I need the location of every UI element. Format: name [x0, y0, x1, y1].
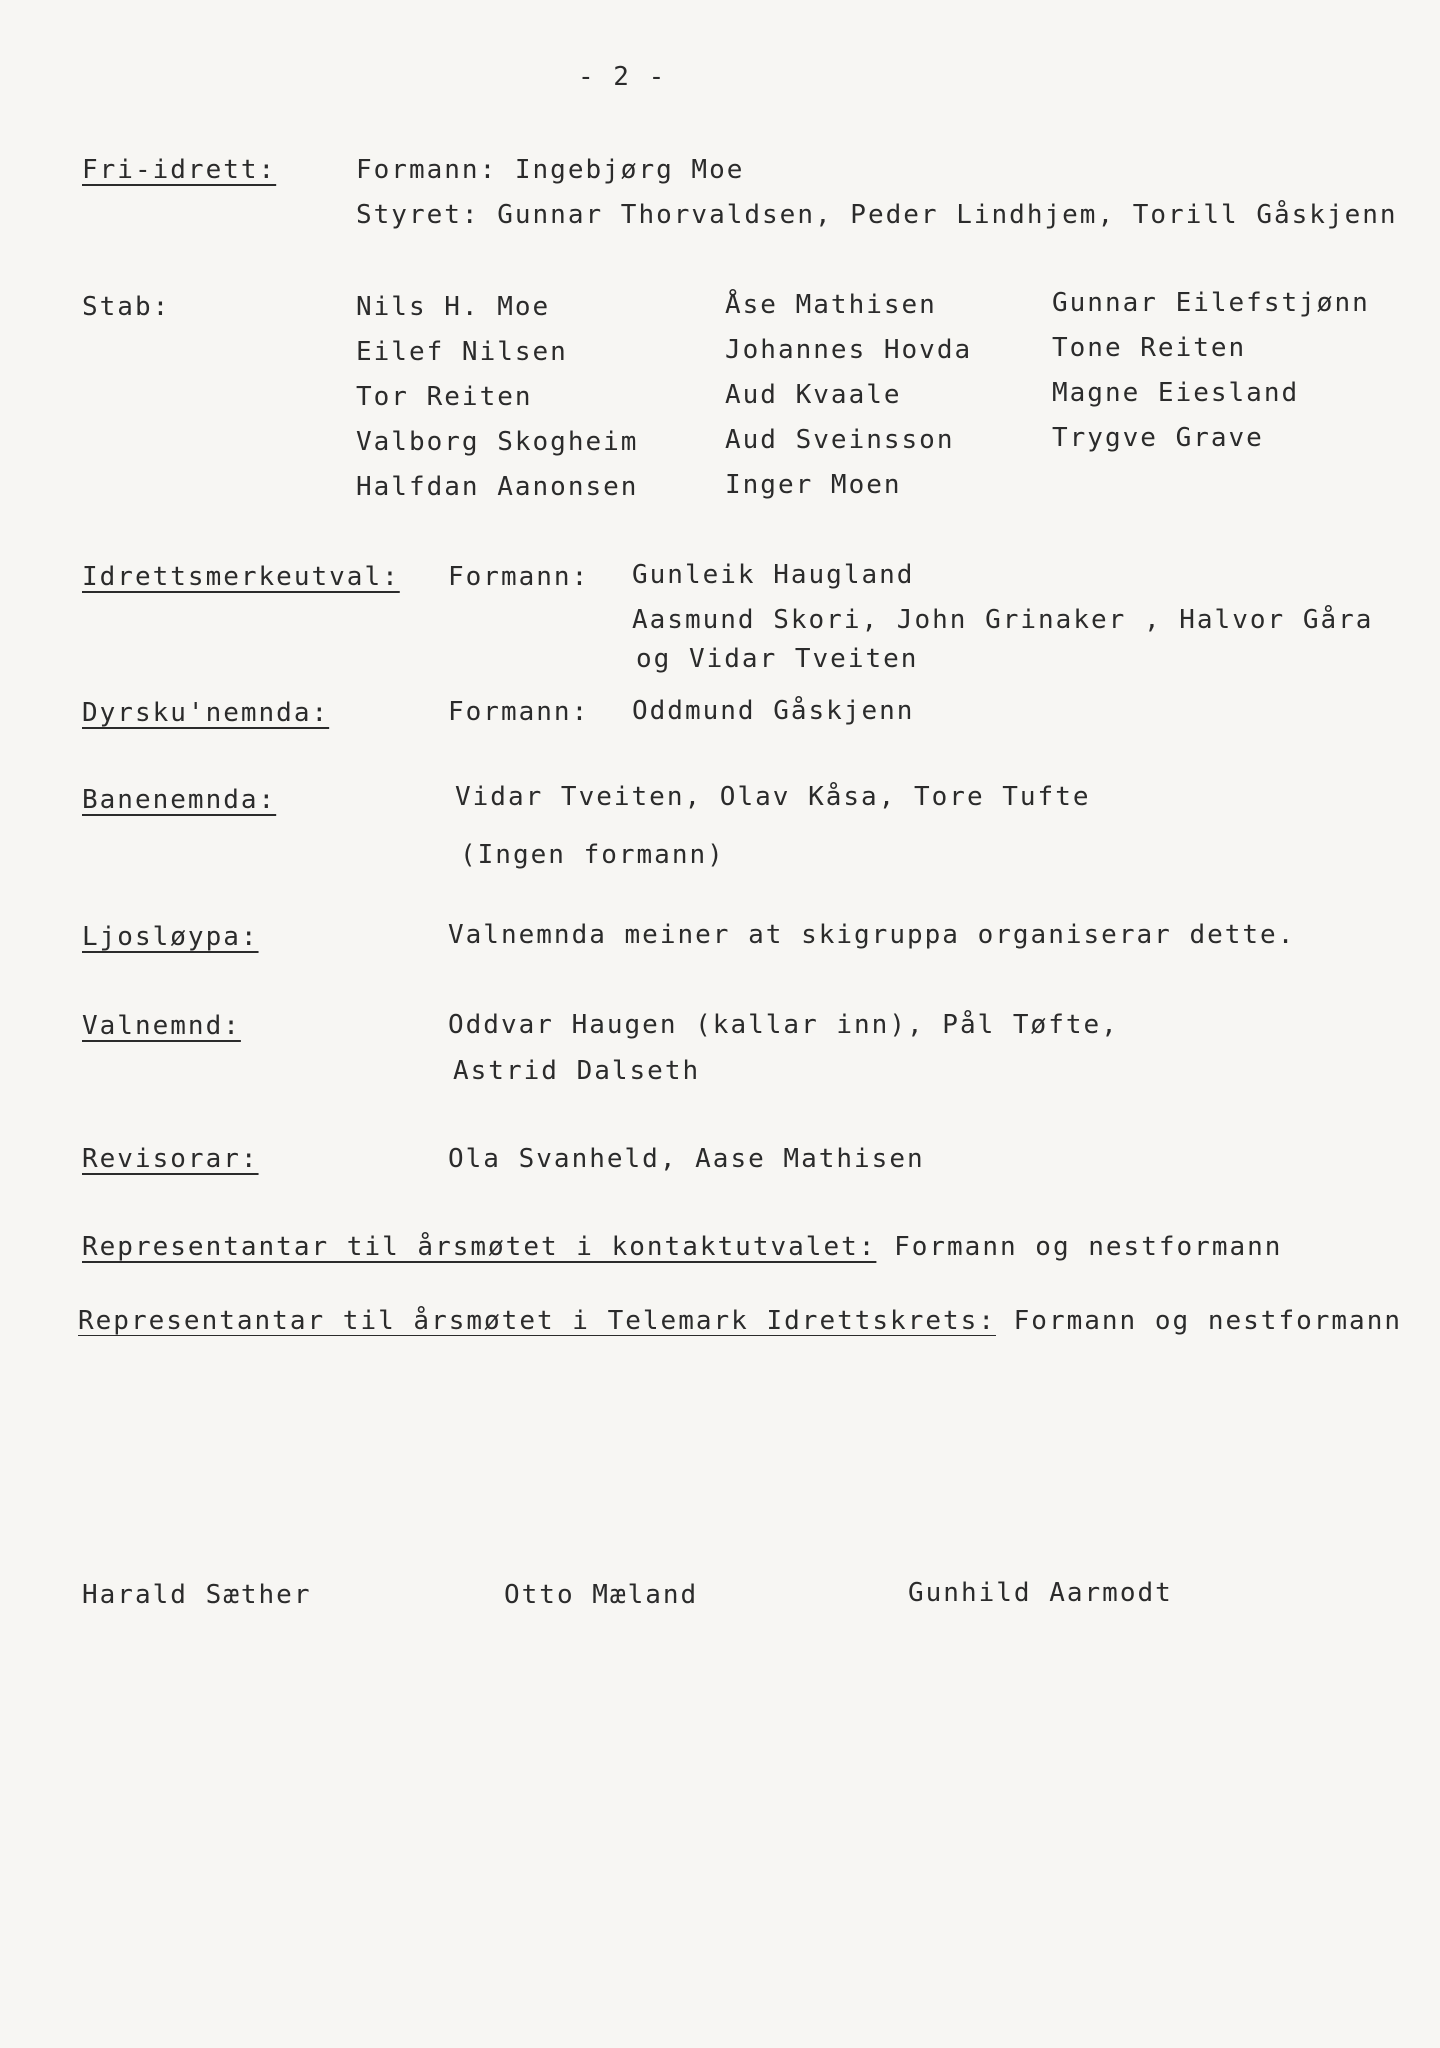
valnemnd-line1: Oddvar Haugen (kallar inn), Pål Tøfte, — [448, 1010, 1119, 1040]
valnemnd-label: Valnemnd: — [82, 1011, 241, 1041]
fri-idrett-styret: Styret: Gunnar Thorvaldsen, Peder Lindhjem, Torill Gåskjenn — [356, 200, 1398, 230]
stab-member: Inger Moen — [725, 470, 902, 500]
signature-name: Otto Mæland — [504, 1580, 699, 1610]
idrettsmerkeutval-formann: Gunleik Haugland — [632, 560, 915, 590]
banenemnda-label: Banenemnda: — [82, 785, 277, 815]
stab-member: Nils H. Moe — [356, 292, 551, 322]
stab-member: Tone Reiten — [1052, 333, 1247, 363]
rep-idrettskrets — [78, 1306, 1440, 1336]
stab-member: Tor Reiten — [356, 382, 533, 412]
revisorar-label: Revisorar: — [82, 1144, 259, 1174]
rep-idrettskrets-text: Formann og nestformann — [1013, 1306, 1403, 1336]
stab-member: Johannes Hovda — [725, 335, 973, 365]
ljosloypa-text: Valnemnda meiner at skigruppa organiserar dette. — [448, 920, 1296, 950]
rep-idrettskrets-label: Representantar til årsmøtet i Telemark Idrettskrets: — [78, 1306, 996, 1336]
stab-member: Halfdan Aanonsen — [356, 472, 639, 502]
fri-idrett-label: Fri-idrett: — [82, 155, 277, 185]
stab-member: Åse Mathisen — [725, 290, 937, 320]
stab-member: Eilef Nilsen — [356, 337, 568, 367]
rep-kontaktutvalet-label: Representantar til årsmøtet i kontaktutvalet: — [82, 1232, 877, 1262]
stab-member: Trygve Grave — [1052, 423, 1264, 453]
banenemnda-line1: Vidar Tveiten, Olav Kåsa, Tore Tufte — [455, 782, 1091, 812]
idrettsmerkeutval-label: Idrettsmerkeutval: — [82, 562, 400, 592]
rep-kontaktutvalet — [82, 1232, 1282, 1262]
valnemnd-line2: Astrid Dalseth — [453, 1056, 701, 1086]
stab-member: Gunnar Eilefstjønn — [1052, 288, 1370, 318]
dyrskunemnda-formann-label: Formann: — [448, 697, 590, 727]
idrettsmerkeutval-members-line1: Aasmund Skori, John Grinaker , Halvor Gåra — [632, 605, 1374, 635]
signature-name: Harald Sæther — [82, 1580, 312, 1610]
page-number: - 2 - — [578, 62, 667, 92]
stab-label: Stab: — [82, 292, 171, 322]
idrettsmerkeutval-formann-label: Formann: — [448, 562, 590, 592]
stab-member: Aud Kvaale — [725, 380, 902, 410]
signature-name: Gunhild Aarmodt — [908, 1578, 1173, 1608]
fri-idrett-formann: Formann: Ingebjørg Moe — [356, 155, 745, 185]
dyrskunemnda-label: Dyrsku'nemnda: — [82, 698, 330, 728]
idrettsmerkeutval-members-line2: og Vidar Tveiten — [636, 644, 919, 674]
stab-member: Aud Sveinsson — [725, 425, 955, 455]
revisorar-text: Ola Svanheld, Aase Mathisen — [448, 1144, 925, 1174]
dyrskunemnda-formann: Oddmund Gåskjenn — [632, 696, 915, 726]
banenemnda-line2: (Ingen formann) — [460, 840, 725, 870]
ljosloypa-label: Ljosløypa: — [82, 922, 259, 952]
stab-member: Valborg Skogheim — [356, 427, 639, 457]
rep-kontaktutvalet-text: Formann og nestformann — [894, 1232, 1283, 1262]
stab-member: Magne Eiesland — [1052, 378, 1300, 408]
